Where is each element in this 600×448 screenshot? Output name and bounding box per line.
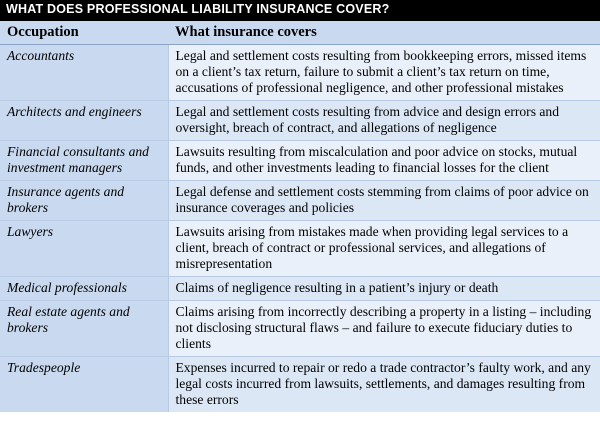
cell-occupation: Insurance agents and brokers [0,180,168,220]
cell-occupation: Lawyers [0,221,168,277]
cell-occupation: Architects and engineers [0,100,168,140]
cell-coverage: Claims of negligence resulting in a patient’s injury or death [168,277,600,301]
cell-coverage: Legal defense and settlement costs stemming from claims of poor advice on insurance coverages and policies [168,180,600,220]
table-row [0,44,600,100]
table-row [0,140,600,180]
cell-occupation: Accountants [0,44,168,100]
cell-coverage: Legal and settlement costs resulting from bookkeeping errors, missed items on a client’s tax return, failure to submit a client’s tax return on time, accusations of professional negligence, and other professional mistakes [168,44,600,100]
cell-coverage: Claims arising from incorrectly describing a property in a listing – including not disclosing structural flaws – and failure to execute fiduciary duties to clients [168,301,600,357]
table-row [0,277,600,301]
column-header-coverage: What insurance covers [168,21,600,45]
table-row [0,221,600,277]
table-row [0,301,600,357]
cell-occupation: Real estate agents and brokers [0,301,168,357]
coverage-table [0,21,600,413]
cell-occupation: Medical professionals [0,277,168,301]
cell-coverage: Lawsuits arising from mistakes made when providing legal services to a client, breach of contract or professional services, and allegations of misrepresentation [168,221,600,277]
cell-coverage: Legal and settlement costs resulting from advice and design errors and oversight, breach of contract, and allegations of negligence [168,100,600,140]
cell-occupation: Financial consultants and investment managers [0,140,168,180]
column-header-occupation: Occupation [0,21,168,45]
table-header-row [0,21,600,45]
table-row [0,180,600,220]
table-body [0,44,600,412]
cell-occupation: Tradespeople [0,357,168,413]
page-title: WHAT DOES PROFESSIONAL LIABILITY INSURANCE COVER? [0,0,600,21]
cell-coverage: Lawsuits resulting from miscalculation and poor advice on stocks, mutual funds, and other investments leading to financial losses for the client [168,140,600,180]
table-row [0,357,600,413]
cell-coverage: Expenses incurred to repair or redo a trade contractor’s faulty work, and any legal costs incurred from lawsuits, settlements, and damages resulting from these errors [168,357,600,413]
table-row [0,100,600,140]
